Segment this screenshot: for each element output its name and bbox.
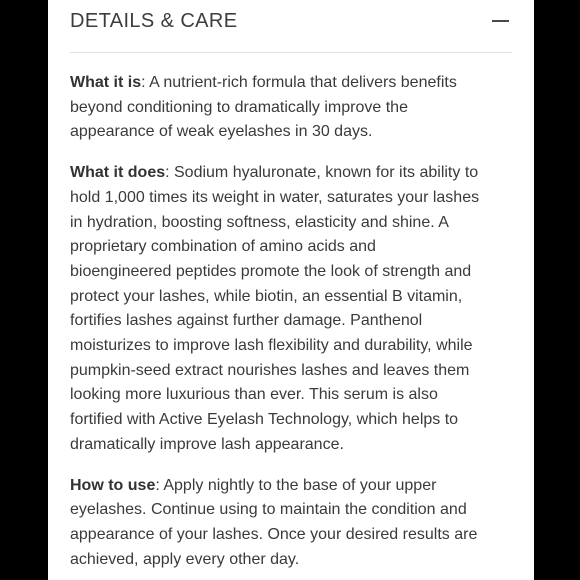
text-line: protect your lashes, while biotin, an essential B vitamin, (70, 287, 463, 305)
text-segment: : Apply nightly to the base of your upper (155, 476, 437, 494)
what-it-does-section (70, 161, 516, 457)
accordion-header[interactable] (48, 0, 534, 54)
text-line: looking more luxurious than ever. This serum is also (70, 386, 438, 404)
text-line: pumpkin-seed extract nourishes lashes and leaves them (70, 361, 470, 379)
text-line: fortifies lashes against further damage. Panthenol (70, 312, 423, 330)
text-line: appearance of your lashes. Once your desired results are (70, 525, 478, 543)
text-line: achieved, apply every other day. (70, 550, 300, 568)
text-line: eyelashes. Continue using to maintain the condition and (70, 501, 467, 519)
text-line (70, 474, 516, 499)
text-line: proprietary combination of amino acids and (70, 238, 376, 256)
what-it-is-label: What it is (70, 74, 142, 91)
text-segment: : A nutrient-rich formula that delivers benefits (141, 74, 457, 91)
text-line: fortified with Active Eyelash Technology, which helps to (70, 411, 459, 429)
text-line: hold 1,000 times its weight in water, saturates your lashes (70, 188, 480, 206)
text-line (70, 161, 516, 186)
divider (70, 52, 512, 53)
text-line: moisturizes to improve lash flexibility and durability, while (70, 337, 473, 355)
text-line: appearance of weak eyelashes in 30 days. (70, 123, 373, 141)
what-it-is-section (70, 71, 516, 145)
details-care-panel (48, 0, 534, 580)
text-line: bioengineered peptides promote the look of strength and (70, 262, 472, 280)
how-to-use-section (70, 474, 516, 573)
details-content (70, 71, 516, 580)
text-line: dramatically improve lash appearance. (70, 435, 344, 453)
minus-icon (492, 20, 509, 22)
text-line (70, 71, 516, 96)
text-line: in hydration, boosting softness, elasticity and shine. A (70, 213, 449, 231)
how-to-use-label: How to use (70, 476, 156, 494)
what-it-does-label: What it does (70, 164, 166, 182)
collapse-button[interactable] (484, 8, 514, 36)
section-title: DETAILS & CARE (70, 10, 238, 32)
text-segment: : Sodium hyaluronate, known for its ability to (165, 164, 479, 182)
text-line: beyond conditioning to dramatically improve the (70, 98, 408, 116)
